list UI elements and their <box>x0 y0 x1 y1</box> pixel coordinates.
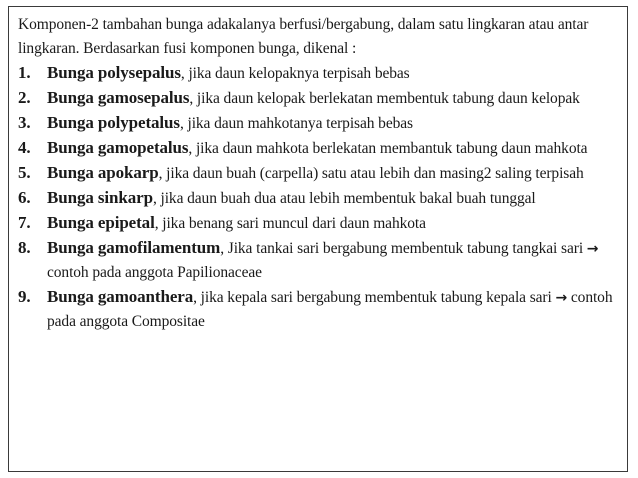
list-item <box>18 236 621 285</box>
list-item <box>18 86 621 111</box>
slide-frame <box>8 6 628 472</box>
item-number: 1. <box>18 63 31 82</box>
item-example: contoh pada anggota Compositae <box>47 289 613 330</box>
item-number: 3. <box>18 113 31 132</box>
list-item <box>18 136 621 161</box>
item-example: contoh pada anggota Papilionaceae <box>47 264 262 281</box>
list-item <box>18 111 621 136</box>
item-term: Bunga gamofilamentum <box>47 238 221 257</box>
item-description: , jika kepala sari bergabung membentuk tabung kepala sari <box>193 289 556 306</box>
item-number: 7. <box>18 213 31 232</box>
item-number: 2. <box>18 88 31 107</box>
flower-fusion-list <box>18 61 621 334</box>
item-term: Bunga polypetalus <box>47 113 180 132</box>
item-number: 6. <box>18 188 31 207</box>
item-description: , jika daun mahkotanya terpisah bebas <box>179 115 413 132</box>
item-description: , jika benang sari muncul dari daun mahkota <box>154 215 426 232</box>
list-item <box>18 186 621 211</box>
item-description: , jika daun kelopaknya terpisah bebas <box>180 65 410 82</box>
list-item <box>18 211 621 236</box>
item-number: 9. <box>18 287 31 306</box>
right-arrow-icon: → <box>586 241 599 257</box>
item-term: Bunga polysepalus <box>47 63 181 82</box>
list-item <box>18 285 621 334</box>
item-number: 5. <box>18 163 31 182</box>
list-item <box>18 161 621 186</box>
item-term: Bunga gamopetalus <box>47 138 189 157</box>
item-description: , jika daun kelopak berlekatan membentuk tabung daun kelopak <box>189 90 580 107</box>
item-term: Bunga apokarp <box>47 163 159 182</box>
item-term: Bunga gamoanthera <box>47 287 194 306</box>
item-term: Bunga sinkarp <box>47 188 153 207</box>
list-item <box>18 61 621 86</box>
item-description: , jika daun buah dua atau lebih membentuk bakal buah tunggal <box>152 190 536 207</box>
item-description: , jika daun mahkota berlekatan membantuk tabung daun mahkota <box>188 140 588 157</box>
item-number: 4. <box>18 138 31 157</box>
item-term: Bunga epipetal <box>47 213 155 232</box>
intro-paragraph: Komponen-2 tambahan bunga adakalanya berfusi/bergabung, dalam satu lingkaran atau antar lingkaran. Berdasarkan fusi komponen bunga, dikenal : <box>18 16 589 57</box>
item-term: Bunga gamosepalus <box>47 88 190 107</box>
item-number: 8. <box>18 238 31 257</box>
item-description: , Jika tankai sari bergabung membentuk tabung tangkai sari <box>220 240 587 257</box>
item-description: , jika daun buah (carpella) satu atau lebih dan masing2 saling terpisah <box>158 165 584 182</box>
right-arrow-icon: → <box>555 290 568 306</box>
